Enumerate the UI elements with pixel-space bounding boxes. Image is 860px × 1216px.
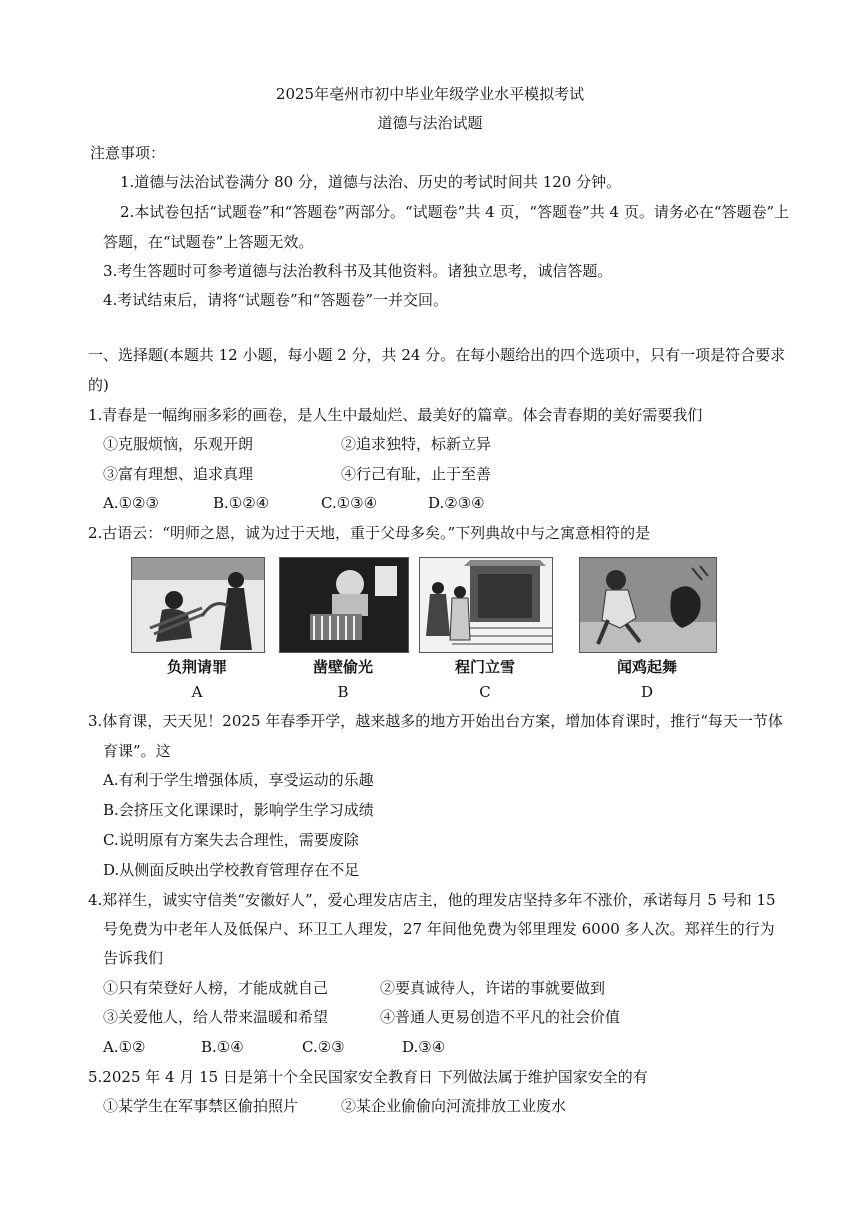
q5-statement-2: ②某企业偷偷向河流排放工业废水: [341, 1097, 567, 1115]
notice-heading: 注意事项：: [90, 144, 166, 162]
exam-subtitle: 道德与法治试题: [377, 114, 483, 132]
q3-option-c: C.说明原有方案失去合理性，需要废除: [103, 831, 359, 849]
q4-option-c: C.②③: [302, 1038, 345, 1056]
question-3-stem: 3.体育课，天天见！2025 年春季开学，越来越多的地方开始出台方案，增加体育课时，推行“每天一节体: [88, 712, 783, 730]
q4-statement-2: ②要真诚待人，许诺的事就要做到: [380, 979, 606, 997]
q1-option-d: D.②③④: [428, 494, 485, 512]
illustration-a-art: [132, 558, 264, 652]
q1-statement-4: ④行己有耻，止于至善: [341, 465, 492, 483]
notice-item: 1.道德与法治试卷满分 80 分，道德与法治、历史的考试时间共 120 分钟。: [120, 173, 622, 191]
q4-option-a: A.①②: [103, 1038, 146, 1056]
question-4-stem-cont: 号免费为中老年人及低保户、环卫工人理发，27 年间他免费为邻里理发 6000 多人次。郑祥生的行为: [103, 920, 775, 938]
question-3-stem-cont: 育课”。这: [103, 742, 171, 760]
caption-c: 程门立雪: [454, 658, 515, 676]
q4-statement-3: ③关爱他人，给人带来温暖和希望: [103, 1008, 329, 1026]
notice-item: 2.本试卷包括“试题卷”和“答题卷”两部分。“试题卷”共 4 页，“答题卷”共 4 页。请务必在“答题卷”上: [120, 203, 790, 221]
illustration-c-art: [420, 558, 552, 652]
notice-item: 答题，在“试题卷”上答题无效。: [103, 233, 314, 251]
q5-statement-1: ①某学生在军事禁区偷拍照片: [103, 1097, 299, 1115]
letter-b: B: [337, 683, 349, 701]
section-heading-cont: 的): [88, 376, 109, 394]
letter-a: A: [191, 683, 203, 701]
section-heading: 一、选择题(本题共 12 小题，每小题 2 分，共 24 分。在每小题给出的四个选项中，只有一项是符合要求: [88, 346, 786, 364]
q4-statement-4: ④普通人更易创造不平凡的社会价值: [380, 1008, 621, 1026]
q3-option-d: D.从侧面反映出学校教育管理存在不足: [103, 861, 360, 879]
illustration-b-art: [280, 558, 408, 652]
q1-statement-2: ②追求独特，标新立异: [341, 435, 492, 453]
q4-option-d: D.③④: [402, 1038, 446, 1056]
q3-option-a: A.有利于学生增强体质，享受运动的乐趣: [103, 771, 374, 789]
q1-option-a: A.①②③: [103, 494, 159, 512]
question-2-stem: 2.古语云：“明师之恩，诚为过于天地，重于父母多矣。”下列典故中与之寓意相符的是: [88, 524, 651, 542]
caption-b: 凿壁偷光: [312, 658, 373, 676]
illustration-b: [279, 557, 409, 653]
caption-a: 负荆请罪: [166, 658, 227, 676]
letter-d: D: [640, 683, 654, 701]
illustration-c: [419, 557, 553, 653]
q1-option-c: C.①③④: [321, 494, 378, 512]
illustration-a: [131, 557, 265, 653]
question-4-stem-cont: 告诉我们: [103, 949, 164, 967]
q3-option-b: B.会挤压文化课课时，影响学生学习成绩: [103, 801, 374, 819]
q1-statement-3: ③富有理想、追求真理: [103, 465, 254, 483]
exam-title: 2025年亳州市初中毕业年级学业水平模拟考试: [275, 85, 585, 103]
question-1-stem: 1.青春是一幅绚丽多彩的画卷，是人生中最灿烂、最美好的篇章。体会青春期的美好需要我们: [88, 406, 703, 424]
q4-statement-1: ①只有荣登好人榜，才能成就自己: [103, 979, 329, 997]
letter-c: C: [479, 683, 491, 701]
q1-statement-1: ①克服烦恼，乐观开朗: [103, 435, 254, 453]
illustration-d: [579, 557, 717, 653]
notice-item: 3.考生答题时可参考道德与法治教科书及其他资料。诸独立思考，诚信答题。: [103, 262, 613, 280]
q1-option-b: B.①②④: [213, 494, 270, 512]
notice-item: 4.考试结束后，请将“试题卷”和“答题卷”一并交回。: [103, 291, 448, 309]
q4-option-b: B.①④: [201, 1038, 244, 1056]
caption-d: 闻鸡起舞: [616, 658, 677, 676]
question-4-stem: 4.郑祥生，诚实守信类“安徽好人”，爱心理发店店主，他的理发店坚持多年不涨价，承诺每月 5 号和 15: [88, 891, 776, 909]
illustration-d-art: [580, 558, 716, 652]
question-5-stem: 5.2025 年 4 月 15 日是第十个全民国家安全教育日 下列做法属于维护国家安全的有: [88, 1068, 648, 1086]
